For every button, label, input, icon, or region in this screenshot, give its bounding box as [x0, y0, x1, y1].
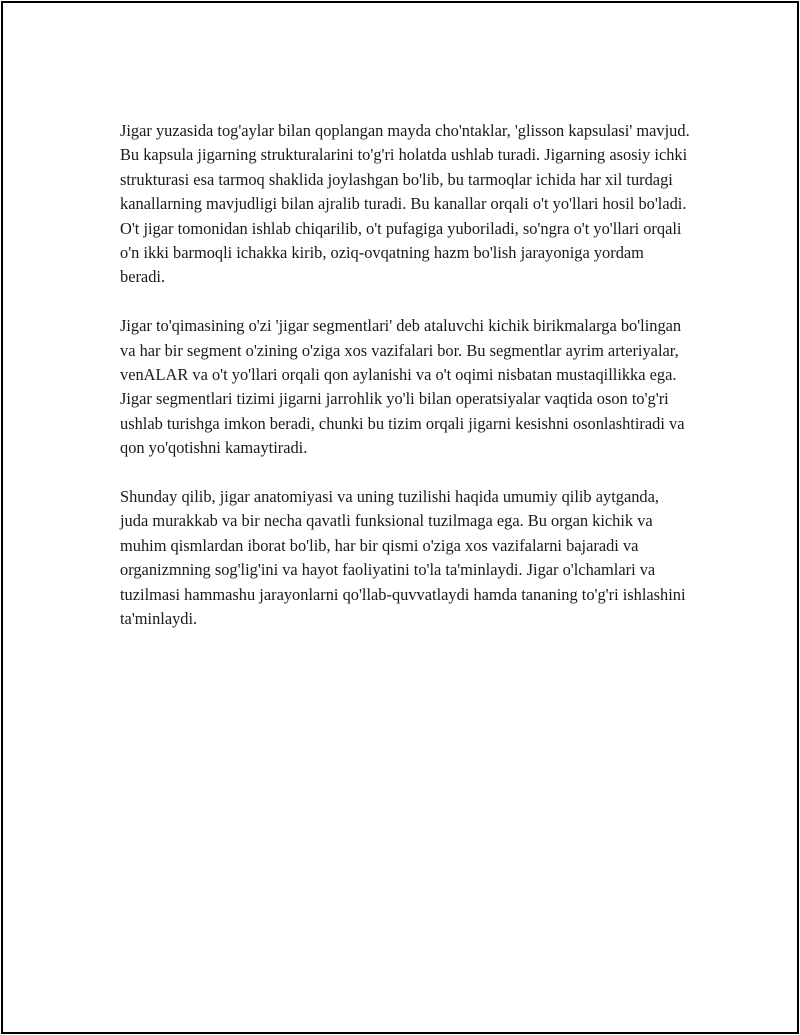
document-body: [120, 119, 690, 656]
page-frame: [1, 1, 799, 1034]
paragraph-1: Jigar yuzasida tog'aylar bilan qoplangan mayda cho'ntaklar, 'glisson kapsulasi' mavjud. Bu kapsula jigarning strukturalarini to'g'ri holatda ushlab turadi. Jigarning asosiy ichki strukturasi esa tarmoq shaklida joylashgan bo'lib, bu tarmoqlar ichida har xil turdagi kanallarning mavjudligi bilan ajralib turadi. Bu kanallar orqali o't yo'llari hosil bo'ladi. O't jigar tomonidan ishlab chiqarilib, o't pufagiga yuboriladi, so'ngra o't yo'llari orqali o'n ikki barmoqli ichakka kirib, oziq-ovqatning hazm bo'lish jarayoniga yordam beradi.: [120, 121, 690, 287]
paragraph-3: Shunday qilib, jigar anatomiyasi va uning tuzilishi haqida umumiy qilib aytganda, juda murakkab va bir necha qavatli funksional tuzilmaga ega. Bu organ kichik va muhim qismlardan iborat bo'lib, har bir qismi o'ziga xos vazifalarni bajaradi va organizmning sog'lig'ini va hayot faoliyatini to'la ta'minlaydi. Jigar o'lchamlari va tuzilmasi hammashu jarayonlarni qo'llab-quvvatlaydi hamda tananing to'g'ri ishlashini ta'minlaydi.: [120, 487, 686, 629]
paragraph-2: Jigar to'qimasining o'zi 'jigar segmentlari' deb ataluvchi kichik birikmalarga bo'lingan va har bir segment o'zining o'ziga xos vazifalari bor. Bu segmentlar ayrim arteriyalar, venALAR va o't yo'llari orqali qon aylanishi va o't oqimi nisbatan mustaqillikka ega. Jigar segmentlari tizimi jigarni jarrohlik yo'li bilan operatsiyalar vaqtida oson to'g'ri ushlab turishga imkon beradi, chunki bu tizim orqali jigarni kesishni osonlashtiradi va qon yo'qotishni kamaytiradi.: [120, 316, 685, 458]
